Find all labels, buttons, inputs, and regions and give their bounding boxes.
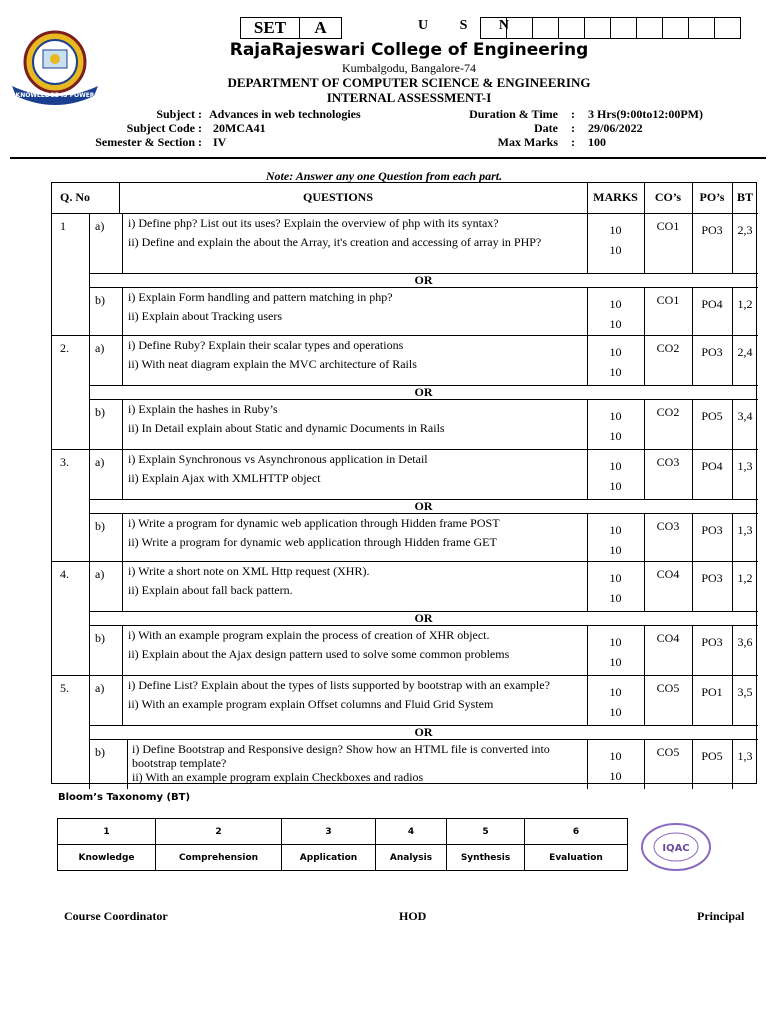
table-rule <box>587 513 588 561</box>
table-rule <box>644 449 645 499</box>
table-rule <box>122 335 123 385</box>
question-text: i) Write a short note on XML Http request (XHR). <box>128 564 370 578</box>
table-rule <box>52 561 758 562</box>
svg-text:IQAC: IQAC <box>662 843 690 854</box>
bloom-name: Comprehension <box>156 845 282 871</box>
table-rule <box>89 513 90 561</box>
bloom-level: 3 <box>282 819 376 845</box>
po-value: PO4 <box>701 459 723 473</box>
set-label: SET <box>241 18 300 38</box>
table-rule <box>587 183 588 213</box>
marks-value: 10 <box>609 749 622 763</box>
header-cos: CO’s <box>654 190 682 204</box>
marks-value: 10 <box>609 365 622 379</box>
table-rule <box>692 183 693 213</box>
iqac-seal <box>640 822 712 872</box>
table-rule <box>692 625 693 675</box>
set-box <box>240 17 342 39</box>
table-rule <box>692 399 693 449</box>
co-value: CO4 <box>656 631 680 645</box>
po-value: PO1 <box>701 685 723 699</box>
table-rule <box>52 449 758 450</box>
header-divider <box>10 157 766 159</box>
marks-value: 10 <box>609 523 622 537</box>
set-value: A <box>314 18 327 37</box>
po-value: PO3 <box>701 345 723 359</box>
bt-value: 1,3 <box>737 749 753 763</box>
table-rule <box>89 213 90 273</box>
bloom-name: Synthesis <box>447 845 525 871</box>
co-value: CO1 <box>656 293 680 307</box>
marks-value: 10 <box>609 591 622 605</box>
table-rule <box>89 399 758 400</box>
table-rule <box>89 739 758 740</box>
question-number: 4. <box>60 567 69 581</box>
question-text: i) Define List? Explain about the types of lists supported by bootstrap with an example? <box>128 678 550 692</box>
table-rule <box>89 561 90 611</box>
table-rule <box>587 213 588 273</box>
bt-value: 2,3 <box>737 223 753 237</box>
po-value: PO3 <box>701 571 723 585</box>
table-rule <box>89 625 90 675</box>
table-rule <box>644 739 645 789</box>
part-label: b) <box>95 519 105 533</box>
marks-value: 10 <box>609 243 622 257</box>
part-label: b) <box>95 405 105 419</box>
meta-left: Subject : Advances in web technologies Subject Code : 20MCA41 Semester & Section : IV <box>95 107 361 149</box>
table-rule <box>89 273 90 287</box>
table-rule <box>122 449 123 499</box>
part-label: b) <box>95 631 105 645</box>
question-text: ii) In Detail explain about Static and dynamic Documents in Rails <box>128 421 445 435</box>
table-rule <box>587 399 588 449</box>
table-rule <box>692 561 693 611</box>
co-value: CO3 <box>656 455 680 469</box>
or-separator: OR <box>414 499 433 513</box>
table-rule <box>127 739 128 789</box>
questions-table <box>51 182 757 784</box>
table-rule <box>644 625 645 675</box>
instruction-note: Note: Answer any one Question from each part. <box>265 169 503 183</box>
part-label: a) <box>95 341 105 355</box>
table-rule <box>644 335 645 385</box>
co-value: CO1 <box>656 219 680 233</box>
question-number: 1 <box>60 219 66 233</box>
bt-value: 3,5 <box>737 685 753 699</box>
bloom-name: Evaluation <box>525 845 628 871</box>
table-rule <box>122 287 123 335</box>
header-marks: MARKS <box>593 190 638 204</box>
table-rule <box>122 561 123 611</box>
table-rule <box>89 513 758 514</box>
question-number: 3. <box>60 455 69 469</box>
question-text: ii) With an example program explain Offset columns and Fluid Grid System <box>128 697 494 711</box>
po-value: PO5 <box>701 749 723 763</box>
marks-value: 10 <box>609 297 622 311</box>
header-questions: QUESTIONS <box>302 190 374 204</box>
marks-value: 10 <box>609 543 622 557</box>
question-text: ii) With an example program explain Checkboxes and radios <box>132 770 424 784</box>
bt-value: 1,3 <box>737 523 753 537</box>
co-value: CO3 <box>656 519 680 533</box>
college-name: RajaRajeswari College of Engineering <box>229 40 589 60</box>
table-rule <box>122 675 123 725</box>
marks-value: 10 <box>609 429 622 443</box>
college-address: Kumbalgodu, Bangalore-74 <box>342 61 476 75</box>
bloom-name: Application <box>282 845 376 871</box>
bloom-name: Knowledge <box>58 845 156 871</box>
table-rule <box>732 625 733 675</box>
bloom-title: Bloom’s Taxonomy (BT) <box>58 792 191 803</box>
question-text: i) Define php? List out its uses? Explain the overview of php with its syntax? <box>128 216 499 230</box>
table-rule <box>644 287 645 335</box>
usn-boxes[interactable] <box>480 17 741 39</box>
table-rule <box>587 561 588 611</box>
table-rule <box>122 213 123 273</box>
bloom-table <box>57 818 628 871</box>
marks-value: 10 <box>609 685 622 699</box>
part-label: a) <box>95 455 105 469</box>
table-rule <box>122 513 123 561</box>
question-text: ii) Define and explain the about the Array, it's creation and accessing of array in PHP? <box>128 235 542 249</box>
or-separator: OR <box>414 611 433 625</box>
header-qno: Q. No <box>60 190 90 204</box>
table-rule <box>732 335 733 385</box>
table-rule <box>692 213 693 273</box>
marks-value: 10 <box>609 345 622 359</box>
table-rule <box>692 335 693 385</box>
table-rule <box>587 449 588 499</box>
po-value: PO3 <box>701 523 723 537</box>
table-rule <box>644 399 645 449</box>
table-rule <box>644 183 645 213</box>
question-text: i) Explain Synchronous vs Asynchronous application in Detail <box>128 452 428 466</box>
bt-value: 2,4 <box>737 345 753 359</box>
table-rule <box>692 513 693 561</box>
bt-value: 3,4 <box>737 409 753 423</box>
or-separator: OR <box>414 725 433 739</box>
table-rule <box>89 499 90 513</box>
co-value: CO4 <box>656 567 680 581</box>
table-rule <box>587 335 588 385</box>
table-rule <box>52 335 758 336</box>
question-text: ii) Write a program for dynamic web application through Hidden frame GET <box>128 535 497 549</box>
co-value: CO5 <box>656 745 680 759</box>
table-rule <box>692 739 693 789</box>
signature-principal: Principal <box>697 909 745 923</box>
question-text: i) Write a program for dynamic web application through Hidden frame POST <box>128 516 500 530</box>
table-rule <box>89 625 758 626</box>
table-rule <box>644 213 645 273</box>
table-rule <box>89 725 90 739</box>
question-number: 2. <box>60 341 69 355</box>
marks-value: 10 <box>609 705 622 719</box>
table-rule <box>732 183 733 213</box>
table-rule <box>732 561 733 611</box>
table-rule <box>52 213 758 214</box>
table-rule <box>692 675 693 725</box>
table-rule <box>732 739 733 789</box>
table-rule <box>89 287 758 288</box>
po-value: PO4 <box>701 297 723 311</box>
header-pos: PO’s <box>699 190 725 204</box>
table-rule <box>692 449 693 499</box>
usn-label: U S N <box>418 18 524 33</box>
po-value: PO3 <box>701 635 723 649</box>
co-value: CO2 <box>656 405 680 419</box>
question-text: i) With an example program explain the process of creation of XHR object. <box>128 628 490 642</box>
table-rule <box>692 287 693 335</box>
signature-course-coordinator: Course Coordinator <box>64 909 168 923</box>
bt-value: 1,2 <box>737 297 753 311</box>
signature-hod: HOD <box>399 909 427 923</box>
bloom-level: 4 <box>376 819 447 845</box>
meta-right: Duration & Time : 3 Hrs(9:00to12:00PM) Date : 29/06/2022 Max Marks : 100 <box>469 107 703 149</box>
table-rule <box>122 625 123 675</box>
part-label: a) <box>95 681 105 695</box>
assessment-title: INTERNAL ASSESSMENT-I <box>326 90 492 105</box>
question-text: ii) Explain about the Ajax design pattern used to solve some common problems <box>128 647 510 661</box>
table-rule <box>89 739 90 789</box>
question-text: i) Define Bootstrap and Responsive design? Show how an HTML file is converted into bootstrap template? <box>132 742 550 770</box>
question-text: i) Explain Form handling and pattern matching in php? <box>128 290 393 304</box>
bt-value: 3,6 <box>737 635 753 649</box>
question-text: i) Explain the hashes in Ruby’s <box>128 402 278 416</box>
marks-value: 10 <box>609 409 622 423</box>
table-rule <box>732 287 733 335</box>
marks-value: 10 <box>609 459 622 473</box>
table-rule <box>587 287 588 335</box>
part-label: a) <box>95 567 105 581</box>
po-value: PO5 <box>701 409 723 423</box>
table-rule <box>89 611 90 625</box>
marks-value: 10 <box>609 479 622 493</box>
table-rule <box>89 675 90 725</box>
table-rule <box>89 287 90 335</box>
question-text: ii) With neat diagram explain the MVC architecture of Rails <box>128 357 417 371</box>
table-rule <box>89 399 90 449</box>
svg-text:KNOWLEDGE IS POWER: KNOWLEDGE IS POWER <box>15 92 95 99</box>
department-name: DEPARTMENT OF COMPUTER SCIENCE & ENGINEERING <box>227 75 591 90</box>
question-text: ii) Explain about fall back pattern. <box>128 583 293 597</box>
table-rule <box>732 513 733 561</box>
table-rule <box>732 399 733 449</box>
question-text: ii) Explain about Tracking users <box>128 309 282 323</box>
table-rule <box>89 385 90 399</box>
marks-value: 10 <box>609 635 622 649</box>
table-rule <box>122 399 123 449</box>
table-rule <box>52 675 758 676</box>
table-rule <box>89 335 90 385</box>
bloom-name: Analysis <box>376 845 447 871</box>
co-value: CO2 <box>656 341 680 355</box>
table-rule <box>119 183 120 213</box>
header-bt: BT <box>736 190 753 204</box>
co-value: CO5 <box>656 681 680 695</box>
table-rule <box>587 739 588 789</box>
marks-value: 10 <box>609 655 622 669</box>
part-label: b) <box>95 745 105 759</box>
or-separator: OR <box>414 273 433 287</box>
question-text: i) Define Ruby? Explain their scalar types and operations <box>128 338 404 352</box>
bt-value: 1,3 <box>737 459 753 473</box>
marks-value: 10 <box>609 317 622 331</box>
table-rule <box>89 449 90 499</box>
or-separator: OR <box>414 385 433 399</box>
table-rule <box>644 513 645 561</box>
bloom-level: 1 <box>58 819 156 845</box>
table-rule <box>587 675 588 725</box>
bt-value: 1,2 <box>737 571 753 585</box>
bloom-level: 5 <box>447 819 525 845</box>
bloom-level: 6 <box>525 819 628 845</box>
bloom-level: 2 <box>156 819 282 845</box>
table-rule <box>732 449 733 499</box>
part-label: a) <box>95 219 105 233</box>
table-rule <box>732 675 733 725</box>
question-number: 5. <box>60 681 69 695</box>
question-text: ii) Explain Ajax with XMLHTTP object <box>128 471 321 485</box>
marks-value: 10 <box>609 571 622 585</box>
marks-value: 10 <box>609 769 622 783</box>
table-rule <box>732 213 733 273</box>
po-value: PO3 <box>701 223 723 237</box>
part-label: b) <box>95 293 105 307</box>
table-rule <box>644 561 645 611</box>
table-rule <box>644 675 645 725</box>
marks-value: 10 <box>609 223 622 237</box>
table-rule <box>587 625 588 675</box>
